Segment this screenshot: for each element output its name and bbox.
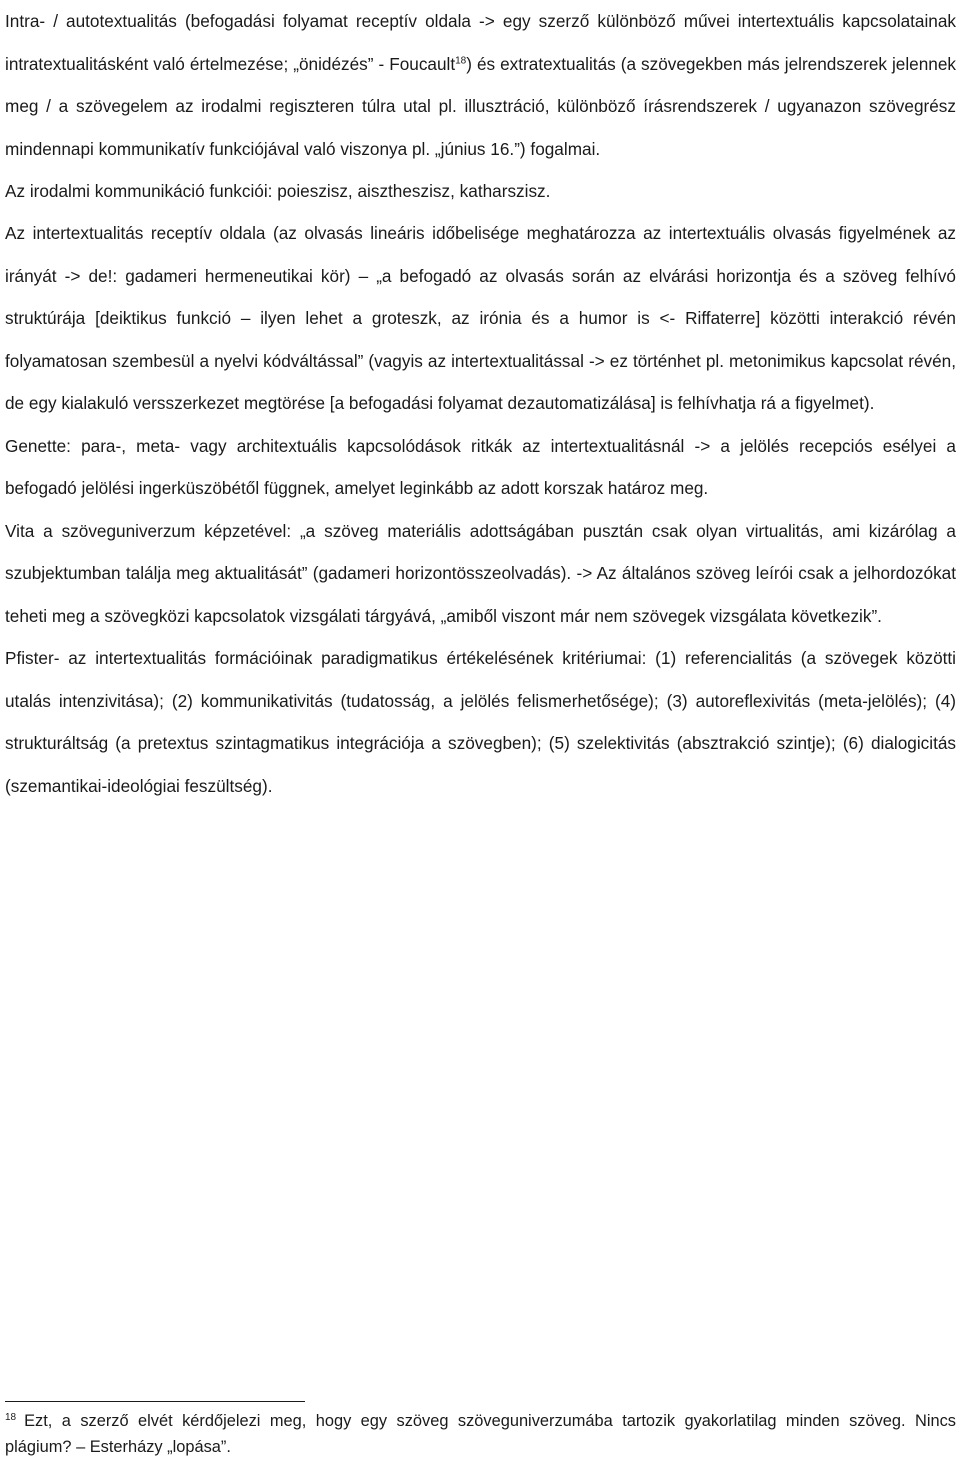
footnote-reference: 18	[455, 54, 467, 66]
paragraph-pfister	[5, 637, 956, 807]
paragraph-text: Genette: para-, meta- vagy architextuális kapcsolódások ritkák az intertextualitásnál -> a jelölés recepciós esélyei a befogadó jelölési ingerküszöbétől függnek, amelyet leginkább az adott korszak határoz meg.	[5, 435, 956, 498]
footnote	[5, 1408, 956, 1460]
footnote-separator	[5, 1401, 305, 1402]
paragraph-genette	[5, 425, 956, 510]
paragraph-receptive-side	[5, 212, 956, 425]
paragraph-text: Intra- / autotextualitás (befogadási folyamat receptív oldala -> egy szerző különböző művei intertextuális kapcsolatainak intratextualitásként való értelmezése; „önidézés” - Foucault	[5, 11, 956, 74]
paragraph-text-universe	[5, 510, 956, 638]
paragraph-text: Vita a szöveguniverzum képzetével: „a szöveg materiális adottságában pusztán csak olyan virtualitás, ami kizárólag a szubjektumban találja meg aktualitását” (gadameri horizontösszeolvadás). -> Az általános szöveg leírói csak a jelhordozókat teheti meg a szövegközi kapcsolatok vizsgálati tárgyává, „amiből viszont már nem szövegek vizsgálata következik”.	[5, 520, 956, 626]
footnote-text: Ezt, a szerző elvét kérdőjelezi meg, hogy egy szöveg szöveguniverzumába tartozik gyakorlatilag minden szöveg. Nincs plágium? – Esterházy „lopása”.	[5, 1412, 956, 1456]
paragraph-text: Az intertextualitás receptív oldala (az olvasás lineáris időbelisége meghatározza az intertextuális olvasás figyelmének az irányát -> de!: gadameri hermeneutikai kör) – „a befogadó az olvasás során az elvárási horizontja és a szöveg felhívó struktúrája [deiktikus funkció – ilyen lehet a groteszk, az irónia és a humor is <- Riffaterre] közötti interakció révén folyamatosan szembesül a nyelvi kódváltással” (vagyis az intertextualitással -> ez történhet pl. metonimikus kapcsolat révén, de egy kialakuló versszerkezet megtörése [a befogadási folyamat dezautomatizálása] is felhívhatja rá a figyelmet).	[5, 223, 956, 413]
body-text	[5, 0, 956, 807]
footnote-number: 18	[5, 1411, 17, 1423]
paragraph-text: ) és extratextualitás (a szövegekben más jelrendszerek jelennek meg / a szövegelem az irodalmi regiszteren túlra utal pl. illusztráció, különböző írásrendszerek / ugyanazon szövegrész mindennapi kommunikatív funkciójával való viszonya pl. „június 16.”) fogalmai.	[5, 53, 956, 159]
paragraph-intratextuality	[5, 0, 956, 170]
paragraph-functions	[5, 173, 956, 209]
paragraph-text: Pfister- az intertextualitás formációinak paradigmatikus értékelésének kritériumai: (1) referencialitás (a szövegek közötti utalás intenzivitása); (2) kommunikativitás (tudatosság, a jelölés felismerhetősége); (3) autoreflexivitás (meta-jelölés); (4) strukturáltság (a pretextus szintagmatikus integrációja a szövegben); (5) szelektivitás (absztrakció szintje); (6) dialogicitás (szemantikai-ideológiai feszültség).	[5, 648, 956, 796]
paragraph-text: Az irodalmi kommunikáció funkciói: poieszisz, aisztheszisz, katharszisz.	[5, 181, 551, 201]
